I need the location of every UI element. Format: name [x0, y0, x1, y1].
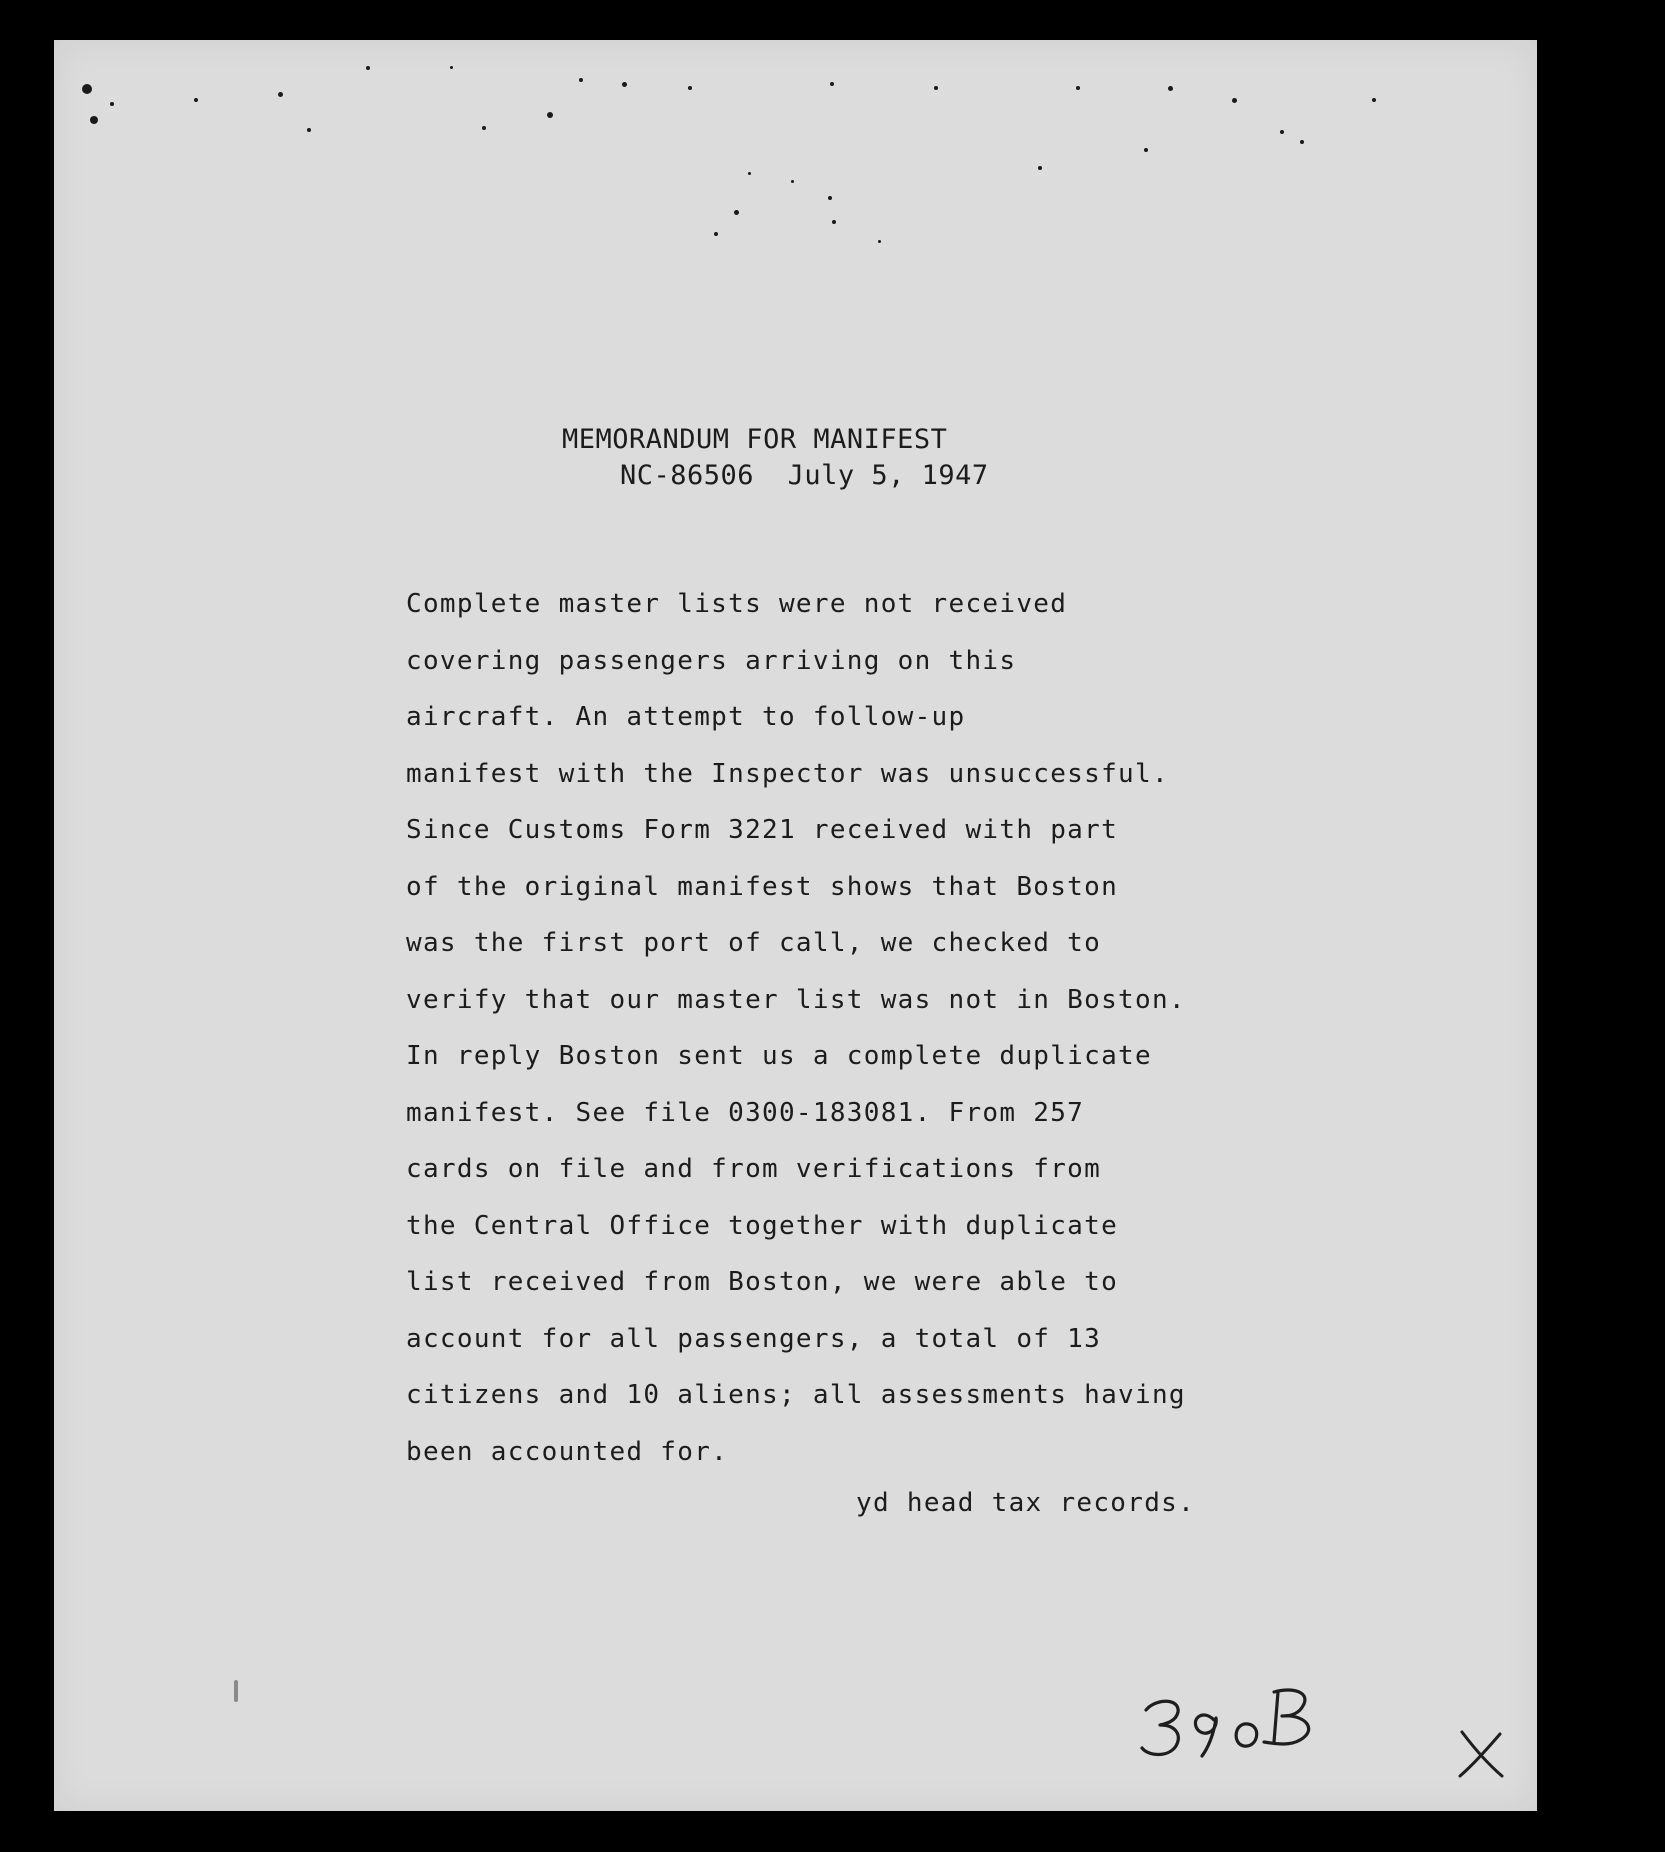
scan-speck [734, 210, 739, 215]
memo-page [54, 40, 1537, 1811]
scan-speck [307, 128, 311, 132]
scan-speck [832, 220, 836, 224]
scan-speck [110, 102, 114, 106]
memo-line: manifest. See file 0300-183081. From 257 [406, 1097, 1085, 1128]
scan-speck [791, 180, 794, 183]
scan-speck [1280, 130, 1284, 134]
scan-speck [714, 232, 718, 236]
scan-speck [278, 92, 283, 97]
memo-body [406, 576, 1346, 1480]
scan-speck [194, 98, 198, 102]
scan-speck [547, 112, 553, 118]
memo-line: covering passengers arriving on this [406, 645, 1017, 676]
memo-line: citizens and 10 aliens; all assessments having [406, 1380, 1186, 1410]
scan-speck [90, 116, 98, 124]
memo-date: July 5, 1947 [787, 460, 989, 491]
scan-speck [622, 82, 627, 87]
scan-speck [830, 82, 834, 86]
memo-line: list received from Boston, we were able to [406, 1267, 1119, 1297]
memo-subtitle [620, 460, 989, 491]
memo-line: been accounted for. [406, 1436, 729, 1467]
memo-line: of the original manifest shows that Boston [406, 871, 1119, 902]
scan-speck [828, 196, 832, 200]
memo-line: verify that our master list was not in Boston. [406, 984, 1186, 1015]
scan-speck [1038, 166, 1042, 170]
scan-speck [1372, 98, 1376, 102]
memo-line: aircraft. An attempt to follow-up [406, 702, 966, 732]
scan-speck [1300, 140, 1304, 144]
memo-line: account for all passengers, a total of 13 [406, 1323, 1102, 1354]
scan-speck [934, 86, 938, 90]
handwritten-page-number [1136, 1680, 1376, 1770]
memo-signoff: yd head tax records. [856, 1488, 1196, 1518]
scan-speck [1076, 86, 1080, 90]
scan-speck [878, 240, 881, 243]
memo-line: manifest with the Inspector was unsuccessful. [406, 758, 1169, 789]
memo-title: MEMORANDUM FOR MANIFEST [562, 424, 948, 455]
memo-line: was the first port of call, we checked to [406, 928, 1102, 958]
memo-reference: NC-86506 [620, 460, 755, 491]
memo-line: Complete master lists were not received [406, 589, 1068, 619]
memo-line: the Central Office together with duplicate [406, 1210, 1119, 1241]
corner-x-mark [1454, 1726, 1510, 1782]
scan-speck [748, 172, 751, 175]
scan-speck [450, 66, 453, 69]
scan-speck [82, 84, 92, 94]
scan-speck [1144, 148, 1148, 152]
scan-speck [1168, 86, 1173, 91]
margin-pencil-mark [234, 1680, 238, 1702]
scan-speck [366, 66, 370, 70]
memo-line: In reply Boston sent us a complete duplicate [406, 1041, 1152, 1071]
scan-speck [482, 126, 486, 130]
scan-speck [688, 86, 692, 90]
memo-line: Since Customs Form 3221 received with part [406, 815, 1119, 845]
memo-line: cards on file and from verifications from [406, 1154, 1102, 1184]
scan-speck [579, 78, 583, 82]
scan-speck [1232, 98, 1237, 103]
